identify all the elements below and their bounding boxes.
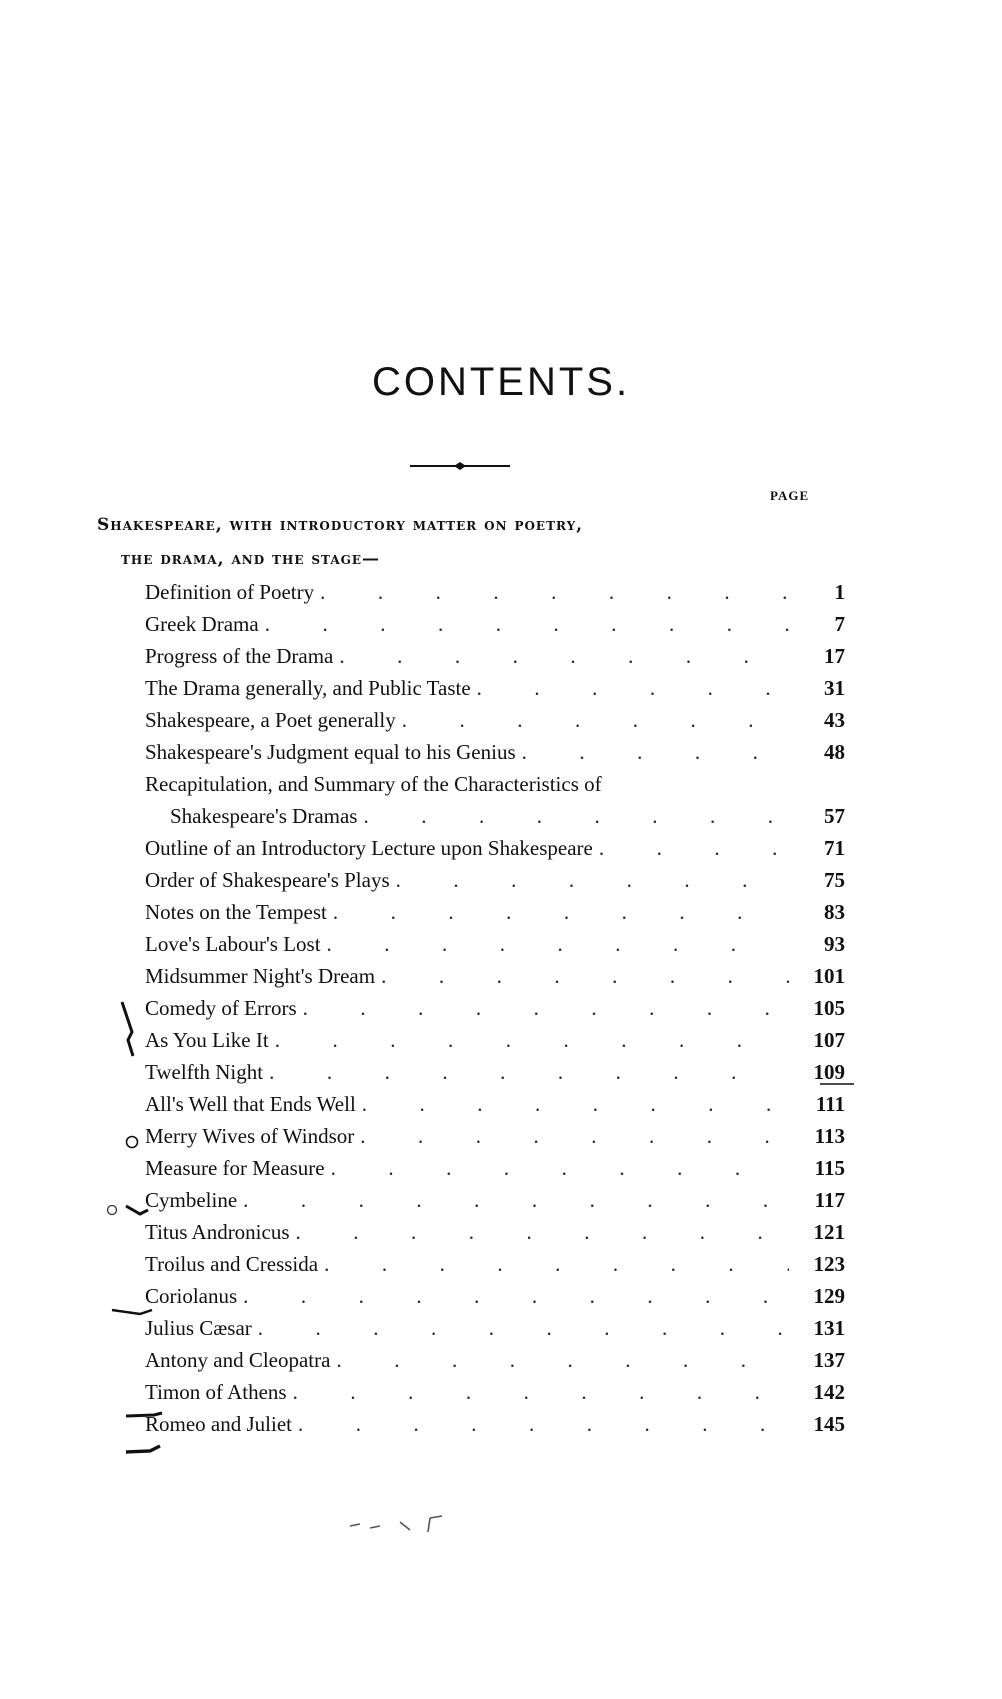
margin-circle-mark-icon (124, 1134, 140, 1150)
toc-entry-page: 31 (824, 676, 845, 700)
toc-entry-page: 83 (824, 900, 845, 924)
toc-entry[interactable] (145, 1252, 845, 1286)
dot-leader (298, 1412, 789, 1437)
toc-entry-title: Coriolanus (145, 1284, 238, 1308)
toc-entry[interactable] (145, 1156, 845, 1190)
toc-entry-page: 113 (814, 1124, 845, 1148)
section-heading (97, 508, 777, 576)
toc-entry-title: Order of Shakespeare's Plays (145, 868, 390, 892)
toc-entry-title: Twelfth Night (145, 1060, 264, 1084)
section-heading-line-2: the drama, and the stage— (121, 549, 381, 569)
toc-entry-page: 75 (824, 868, 845, 892)
dot-leader (265, 612, 789, 637)
toc-entry-page: 145 (813, 1412, 845, 1436)
toc-entry-continuation[interactable] (170, 804, 845, 838)
toc-entry-title: Outline of an Introductory Lecture upon Shakespeare (145, 836, 593, 860)
toc-entry-page: 7 (834, 612, 845, 636)
toc-entry[interactable] (145, 612, 845, 646)
page-title: CONTENTS. (371, 360, 631, 404)
margin-dash-mark-icon (124, 1408, 164, 1422)
toc-entry-page: 121 (813, 1220, 845, 1244)
toc-entry[interactable] (145, 836, 845, 870)
dot-leader (339, 644, 789, 669)
dot-leader (258, 1316, 789, 1341)
toc-entry[interactable] (145, 740, 845, 774)
toc-entry-title: Definition of Poetry (145, 580, 315, 604)
toc-entry[interactable] (145, 1284, 845, 1318)
dot-leader (303, 996, 789, 1021)
margin-check-mark-icon (106, 1200, 156, 1220)
toc-entry-title: All's Well that Ends Well (145, 1092, 356, 1116)
toc-entry-page: 109 (813, 1060, 845, 1084)
toc-entry-title: Timon of Athens (145, 1380, 287, 1404)
toc-entry[interactable] (145, 1060, 845, 1094)
dot-leader (293, 1380, 789, 1405)
dot-leader (243, 1284, 789, 1309)
section-heading-line-1: Shakespeare, with introductory matter on poetry, (97, 515, 584, 535)
toc-entry-page: 43 (824, 708, 845, 732)
toc-entry[interactable] (145, 676, 845, 710)
divider-ornament-icon (410, 460, 510, 472)
toc-entry-title: Julius Cæsar (145, 1316, 252, 1340)
toc-entry-title: Merry Wives of Windsor (145, 1124, 355, 1148)
toc-entry-page: 1 (834, 580, 845, 604)
toc-entry-page: 93 (824, 932, 845, 956)
toc-entry-title: Troilus and Cressida (145, 1252, 319, 1276)
dot-leader (362, 1092, 789, 1117)
toc-entry[interactable] (145, 1220, 845, 1254)
toc-entry-page: 101 (813, 964, 845, 988)
toc-entry-page: 115 (814, 1156, 845, 1180)
dot-leader (522, 740, 789, 765)
toc-entry[interactable] (145, 580, 845, 614)
dot-leader (336, 1348, 789, 1373)
toc-entry[interactable] (145, 1380, 845, 1414)
toc-entry-page: 129 (813, 1284, 845, 1308)
toc-entry[interactable] (145, 1092, 845, 1126)
toc-entry[interactable] (145, 1348, 845, 1382)
toc-entry[interactable] (145, 1188, 845, 1222)
toc-entry[interactable] (145, 644, 845, 678)
toc-entry-title: Progress of the Drama (145, 644, 334, 668)
toc-entry-title: Recapitulation, and Summary of the Characteristics of (145, 772, 602, 796)
stray-pencil-marks-icon (330, 1512, 470, 1542)
dot-leader (320, 580, 789, 605)
dot-leader (402, 708, 789, 733)
toc-entry-title: Measure for Measure (145, 1156, 325, 1180)
toc-entry[interactable] (145, 868, 845, 902)
toc-entry-page: 117 (814, 1188, 845, 1212)
dot-leader (331, 1156, 789, 1181)
toc-entry-page: 17 (824, 644, 845, 668)
toc-entry-title: Greek Drama (145, 612, 259, 636)
toc-entry[interactable] (145, 932, 845, 966)
toc-entry[interactable] (145, 1412, 845, 1446)
toc-entry[interactable] (145, 1316, 845, 1350)
toc-entry-page: 57 (824, 804, 845, 828)
toc-entry-title: Comedy of Errors (145, 996, 297, 1020)
toc-entry-title: Shakespeare's Judgment equal to his Genius (145, 740, 516, 764)
margin-arrow-mark-icon (110, 1302, 156, 1320)
dot-leader (269, 1060, 789, 1085)
dot-leader (363, 804, 789, 829)
dot-leader (324, 1252, 789, 1277)
dot-leader (243, 1188, 789, 1213)
dot-leader (381, 964, 789, 989)
toc-entry-page: 111 (815, 1092, 845, 1116)
toc-entry[interactable] (145, 772, 845, 806)
dot-leader (296, 1220, 789, 1245)
margin-underline-mark-icon (820, 1078, 856, 1088)
toc-entry-title: The Drama generally, and Public Taste (145, 676, 471, 700)
toc-entry-title: Titus Andronicus (145, 1220, 290, 1244)
dot-leader (327, 932, 789, 957)
margin-dash-mark-icon (124, 1442, 164, 1456)
dot-leader (360, 1124, 789, 1149)
toc-entry[interactable] (145, 996, 845, 1030)
toc-entry-page: 142 (813, 1380, 845, 1404)
dot-leader (333, 900, 789, 925)
toc-entry-title: Notes on the Tempest (145, 900, 327, 924)
margin-pencil-mark-icon (118, 1000, 140, 1060)
dot-leader (599, 836, 789, 861)
toc-entry-title: Antony and Cleopatra (145, 1348, 331, 1372)
toc-entry-page: 123 (813, 1252, 845, 1276)
toc-entry-title: Cymbeline (145, 1188, 238, 1212)
toc-entry[interactable] (145, 964, 845, 998)
dot-leader (477, 676, 789, 701)
toc-entry-title: Midsummer Night's Dream (145, 964, 376, 988)
toc-entry-page: 131 (813, 1316, 845, 1340)
dot-leader (275, 1028, 789, 1053)
toc-entry-page: 48 (824, 740, 845, 764)
dot-leader (396, 868, 789, 893)
page-column-label: PAGE (770, 488, 810, 503)
toc-entry-title: Shakespeare, a Poet generally (145, 708, 396, 732)
toc-entry-title: As You Like It (145, 1028, 269, 1052)
toc-entry[interactable] (145, 1124, 845, 1158)
toc-entry-title: Shakespeare's Dramas (170, 804, 358, 828)
toc-entry[interactable] (145, 708, 845, 742)
toc-entry-page: 71 (824, 836, 845, 860)
toc-entry[interactable] (145, 900, 845, 934)
toc-entry-title: Love's Labour's Lost (145, 932, 321, 956)
toc-entry[interactable] (145, 1028, 845, 1062)
toc-entry-page: 107 (813, 1028, 845, 1052)
toc-entry-title: Romeo and Juliet (145, 1412, 292, 1436)
toc-entry-page: 137 (813, 1348, 845, 1372)
toc-entry-page: 105 (813, 996, 845, 1020)
